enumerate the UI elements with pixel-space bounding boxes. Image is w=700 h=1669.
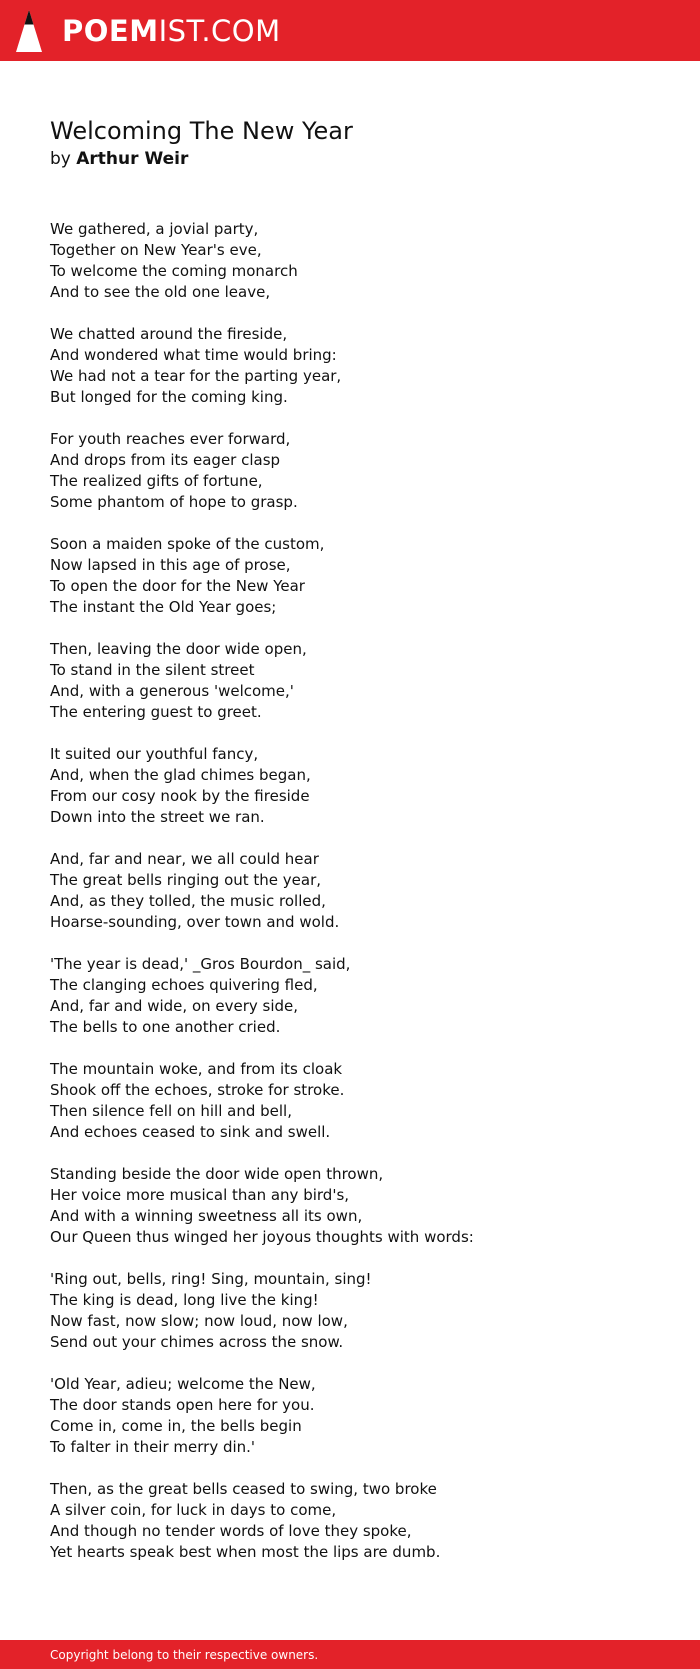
- poem-line: 'The year is dead,' _Gros Bourdon_ said,: [50, 955, 351, 973]
- poem-line: The great bells ringing out the year,: [50, 871, 322, 889]
- poem-line: 'Old Year, adieu; welcome the New,: [50, 1375, 316, 1393]
- poem-line: 'Ring out, bells, ring! Sing, mountain, sing!: [50, 1270, 372, 1288]
- poem-line: Her voice more musical than any bird's,: [50, 1186, 350, 1204]
- poem-byline: [50, 149, 670, 169]
- poem-line: The mountain woke, and from its cloak: [50, 1060, 343, 1078]
- poem-line: To stand in the silent street: [50, 661, 255, 679]
- poem-line: The bells to one another cried.: [50, 1018, 281, 1036]
- poem-body: [50, 219, 670, 1563]
- site-logo-link[interactable]: [16, 10, 281, 52]
- poem-line: And to see the old one leave,: [50, 283, 271, 301]
- poem-line: Now fast, now slow; now loud, now low,: [50, 1312, 348, 1330]
- poem-line: For youth reaches ever forward,: [50, 430, 291, 448]
- poem-line: And, when the glad chimes began,: [50, 766, 311, 784]
- logo-wordmark-bold: POEM: [62, 14, 159, 48]
- poem-line: A silver coin, for luck in days to come,: [50, 1501, 337, 1519]
- poem-stanza: [50, 849, 670, 933]
- poem-stanza: [50, 324, 670, 408]
- poem-line: And though no tender words of love they spoke,: [50, 1522, 412, 1540]
- logo-wordmark: [62, 10, 281, 52]
- poem-line: Send out your chimes across the snow.: [50, 1333, 344, 1351]
- poem-line: And, with a generous 'welcome,': [50, 682, 294, 700]
- poem-line: Come in, come in, the bells begin: [50, 1417, 302, 1435]
- poem-line: The clanging echoes quivering fled,: [50, 976, 318, 994]
- author-name: Arthur Weir: [76, 149, 189, 169]
- poem-line: We had not a tear for the parting year,: [50, 367, 342, 385]
- poem-line: But longed for the coming king.: [50, 388, 288, 406]
- poem-stanza: [50, 1164, 670, 1248]
- poem-line: Then silence fell on hill and bell,: [50, 1102, 292, 1120]
- site-footer: [0, 1640, 700, 1669]
- poem-line: Some phantom of hope to grasp.: [50, 493, 298, 511]
- poem-content: [50, 111, 670, 1584]
- poem-stanza: [50, 1479, 670, 1563]
- poem-line: We chatted around the fireside,: [50, 325, 288, 343]
- poem-line: Down into the street we ran.: [50, 808, 265, 826]
- site-header: [0, 0, 700, 61]
- poem-stanza: [50, 219, 670, 303]
- copyright-text: Copyright belong to their respective owners.: [50, 1648, 319, 1662]
- poem-line: Now lapsed in this age of prose,: [50, 556, 291, 574]
- poem-title: Welcoming The New Year: [50, 117, 353, 145]
- poem-line: Then, leaving the door wide open,: [50, 640, 307, 658]
- poem-line: Our Queen thus winged her joyous thoughts with words:: [50, 1228, 474, 1246]
- poem-stanza: [50, 534, 670, 618]
- poem-stanza: [50, 429, 670, 513]
- poem-line: Standing beside the door wide open thrown,: [50, 1165, 384, 1183]
- poem-line: Hoarse-sounding, over town and wold.: [50, 913, 340, 931]
- poem-line: To falter in their merry din.': [50, 1438, 256, 1456]
- poem-line: To welcome the coming monarch: [50, 262, 298, 280]
- poem-line: And drops from its eager clasp: [50, 451, 281, 469]
- poem-line: The realized gifts of fortune,: [50, 472, 263, 490]
- poem-line: The king is dead, long live the king!: [50, 1291, 319, 1309]
- poem-stanza: [50, 1374, 670, 1458]
- poem-stanza: [50, 1059, 670, 1143]
- poem-line: Shook off the echoes, stroke for stroke.: [50, 1081, 345, 1099]
- poem-line: Yet hearts speak best when most the lips are dumb.: [50, 1543, 441, 1561]
- poem-line: Together on New Year's eve,: [50, 241, 262, 259]
- poem-line: From our cosy nook by the fireside: [50, 787, 310, 805]
- poem-stanza: [50, 639, 670, 723]
- poem-stanza: [50, 1269, 670, 1353]
- poem-stanza: [50, 954, 670, 1038]
- by-label: by: [50, 149, 71, 169]
- pencil-icon: [16, 10, 42, 52]
- poem-line: And with a winning sweetness all its own,: [50, 1207, 363, 1225]
- poem-line: The entering guest to greet.: [50, 703, 262, 721]
- poem-stanza: [50, 744, 670, 828]
- poem-line: We gathered, a jovial party,: [50, 220, 259, 238]
- poem-line: And, as they tolled, the music rolled,: [50, 892, 326, 910]
- poem-line: The instant the Old Year goes;: [50, 598, 277, 616]
- poem-line: And, far and wide, on every side,: [50, 997, 299, 1015]
- poem-line: The door stands open here for you.: [50, 1396, 315, 1414]
- poem-line: And, far and near, we all could hear: [50, 850, 319, 868]
- logo-wordmark-light: IST.COM: [158, 14, 281, 48]
- poem-line: Then, as the great bells ceased to swing, two broke: [50, 1480, 437, 1498]
- poem-line: And echoes ceased to sink and swell.: [50, 1123, 331, 1141]
- poem-line: It suited our youthful fancy,: [50, 745, 259, 763]
- poem-line: And wondered what time would bring:: [50, 346, 337, 364]
- poem-line: To open the door for the New Year: [50, 577, 305, 595]
- poem-line: Soon a maiden spoke of the custom,: [50, 535, 325, 553]
